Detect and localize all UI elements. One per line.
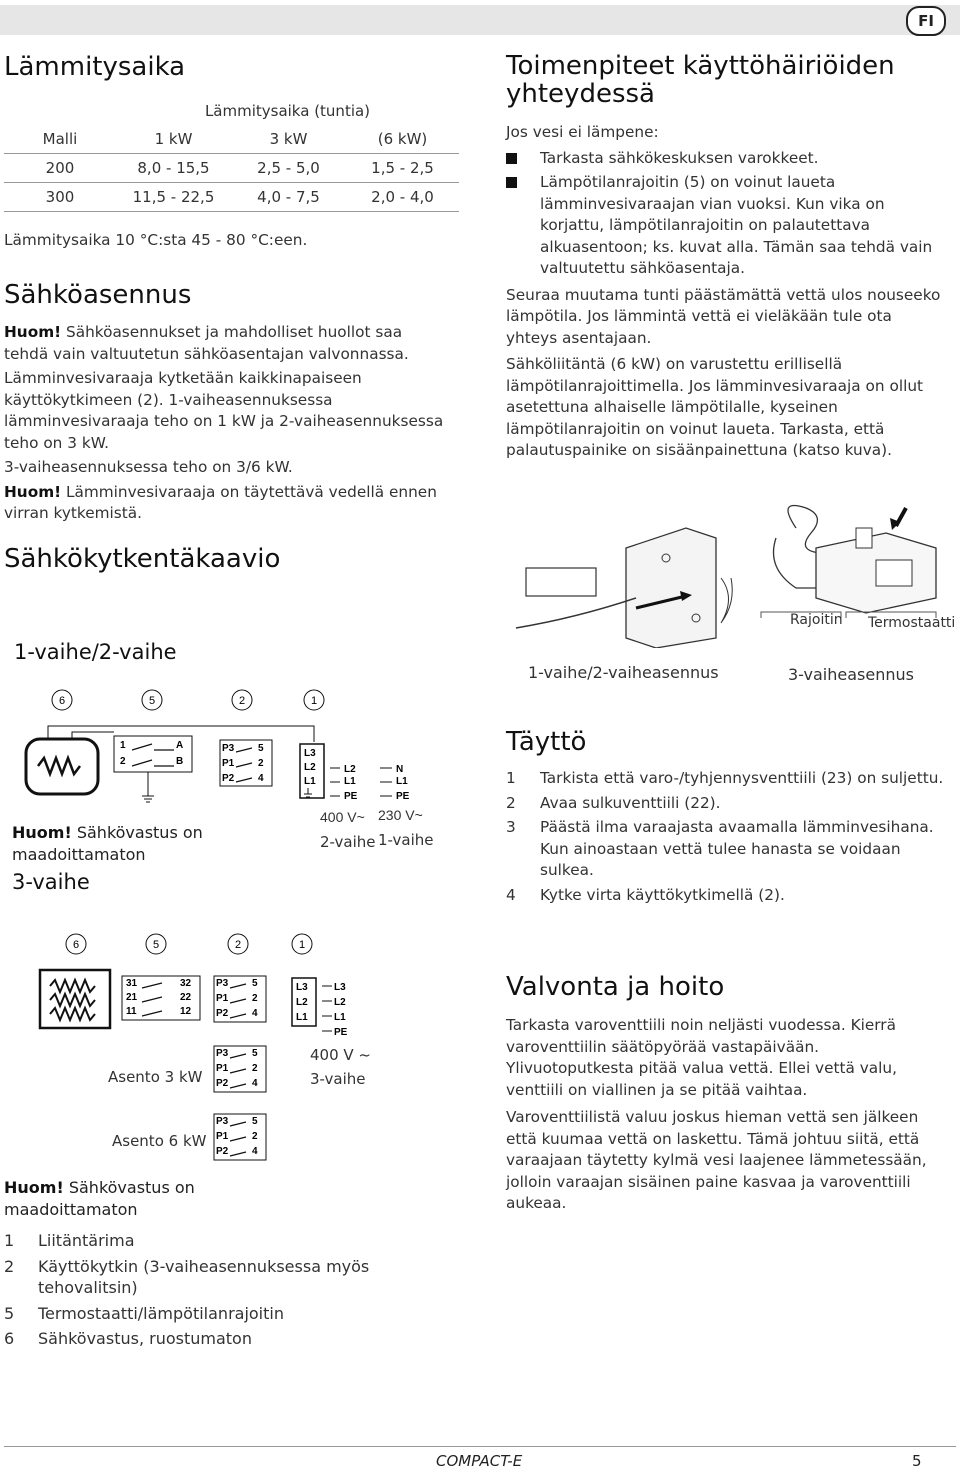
wiring-huom (12, 822, 212, 865)
bullet-item: Tarkasta sähkökeskuksen varokkeet. (506, 148, 946, 170)
callout-text: 1 (310, 695, 318, 707)
wiring-diagram-3phase (30, 928, 460, 1168)
callout-text: 5 (152, 939, 160, 951)
install-para: Lämminvesivaraaja kytketään kaikkinapaiseen käyttökytkimeen (2). 1-vaiheasennuksessa lämminvesivaraaja teho on 1 kW ja 2-vaiheasennuksessa teho on 3 kW. (4, 369, 444, 452)
trouble-para: Sähköliitäntä (6 kW) on varustettu erillisellä lämpötilanrajoittimella. Jos lämminvesivaraaja on ollut asetettuna alhaiselle lämpötilalle, kyseinen lämpötilanrajoitin on voinut laueta. Tarkasta, että palautuspainike on sisäänpainettuna (katso kuva). (506, 355, 924, 459)
terminal-label: L2 (344, 764, 356, 775)
install-para: Sähköasennukset ja mahdolliset huollot saa tehdä vain valtuutetun sähköasentajan valvonnassa. (4, 323, 409, 363)
footer-rule (4, 1446, 956, 1447)
maint-text (506, 1015, 946, 1215)
switch-label: P1 (222, 758, 235, 769)
huom-label: Huom! (4, 1178, 64, 1197)
table-cell: 8,0 - 15,5 (116, 154, 231, 183)
wiring-diagram-1phase (14, 684, 464, 834)
huom-text: Sähkövastus on maadoittamaton (12, 823, 203, 864)
switch-label: 32 (180, 978, 192, 989)
step-item: 4 Kytke virta käyttökytkimellä (2). (506, 885, 785, 904)
voltage-label: 400 V~ (320, 809, 365, 825)
step-item: 1 Tarkista että varo-/tyhjennysventtiili (23) on suljettu. (506, 769, 944, 787)
callout-text: 6 (58, 695, 66, 707)
maint-para: Varoventtiilistä valuu joskus hieman vettä sen jälkeen että kuumaa vettä on laskettu. Tämä johtuu siitä, että varaajaan täytetty kylmä vesi laajenee lämmetessään, jolloin varaajan sisäinen paine kasvaa ja varoventtiili aukeaa. (506, 1108, 927, 1212)
terminal-label: PE (334, 1027, 348, 1038)
table-cell: 300 (4, 183, 116, 212)
wiring-legend (4, 1230, 414, 1350)
terminal-label: L1 (304, 776, 316, 787)
huom-label: Huom! (4, 482, 62, 501)
callout-text: 2 (234, 939, 242, 951)
table-cell: 1,5 - 2,5 (346, 154, 459, 183)
header-bar (0, 5, 960, 35)
col-header: 3 kW (231, 125, 346, 154)
switch-label: 31 (126, 978, 138, 989)
switch-label: 4 (252, 1146, 258, 1157)
switch-label: P1 (216, 1131, 229, 1142)
switch-label: 2 (252, 1063, 258, 1074)
terminal-label: L3 (296, 982, 308, 993)
switch-label: P3 (216, 1116, 229, 1127)
terminal-label: L2 (304, 762, 316, 773)
fill-title: Täyttö (506, 727, 587, 757)
switch-label: B (176, 756, 184, 767)
switch-label: P3 (216, 1048, 229, 1059)
step-item: 3 Päästä ilma varaajasta avaamalla lämminvesihana. Kun ainoastaan vettä tulee hanasta se voidaan sulkea. (506, 818, 934, 879)
termostaatti-label: Termostaatti (868, 615, 956, 631)
position-label: Asento 3 kW (108, 1068, 203, 1086)
heating-note: Lämmitysaika 10 °C:sta 45 - 80 °C:een. (4, 231, 308, 249)
table-cell: 2,0 - 4,0 (346, 183, 459, 212)
thermostat-device-icon (774, 506, 937, 614)
switch-label: 5 (252, 1116, 258, 1127)
huom-text: Sähkövastus on maadoittamaton (4, 1178, 195, 1219)
wiring-sub-1: 1-vaihe/2-vaihe (14, 640, 177, 664)
heating-table (4, 97, 464, 212)
switch-label: 4 (258, 773, 264, 784)
switch-label: P2 (216, 1146, 229, 1157)
switch-label: P2 (216, 1078, 229, 1089)
fill-steps (506, 768, 946, 906)
voltage-label: 400 V ~ (310, 1046, 371, 1064)
switch-label: 4 (252, 1078, 258, 1089)
wiring-sub-2: 3-vaihe (12, 870, 90, 894)
phase-label: 3-vaihe (310, 1070, 366, 1088)
switch-label: 22 (180, 992, 192, 1003)
table-cell: 11,5 - 22,5 (116, 183, 231, 212)
switch-label: 5 (258, 743, 264, 754)
heating-title: Lämmitysaika (4, 52, 186, 82)
terminal-label: L1 (296, 1012, 308, 1023)
callout-text: 6 (72, 939, 80, 951)
terminal-label: L1 (396, 776, 408, 787)
switch-label: 21 (126, 992, 138, 1003)
step-item: 2 Avaa sulkuventtiili (22). (506, 793, 721, 812)
footer-product: COMPACT-E (436, 1452, 523, 1470)
huom-label: Huom! (12, 823, 72, 842)
terminal-label: PE (344, 791, 358, 802)
switch-label: 5 (252, 978, 258, 989)
table-cell: 4,0 - 7,5 (231, 183, 346, 212)
col-header: (6 kW) (346, 125, 459, 154)
heating-element-icon (26, 739, 98, 794)
col-header: Malli (4, 125, 116, 154)
trouble-para: Seuraa muutama tunti päästämättä vettä ulos nouseeko lämpötila. Jos lämmintä vettä ei vieläkään tule ota yhteys asentajaan. (506, 285, 941, 347)
trouble-intro: Jos vesi ei lämpene: (506, 123, 659, 141)
switch-label: P1 (216, 993, 229, 1004)
terminal-label: L2 (334, 997, 346, 1008)
switch-label: 2 (258, 758, 264, 769)
install-para: 3-vaiheasennuksessa teho on 3/6 kW. (4, 458, 293, 476)
switch-label: A (176, 740, 184, 751)
install-text (4, 322, 444, 525)
switch-label: P1 (216, 1063, 229, 1074)
switch-label: P3 (222, 743, 235, 754)
switch-label: P3 (216, 978, 229, 989)
image-caption: 1-vaihe/2-vaiheasennus (528, 663, 719, 682)
phase-label: 2-vaihe (320, 833, 376, 851)
terminal-label: N (396, 764, 404, 775)
wiring-title: Sähkökytkentäkaavio (4, 544, 281, 574)
trouble-text (506, 122, 946, 462)
switch-label: 12 (180, 1006, 192, 1017)
bullet-item: Lämpötilanrajoitin (5) on voinut laueta lämminvesivaraajan vian vuoksi. Kun vika on korjattu, lämpötilanrajoitin on palautettava alkuasentoon; ks. kuvat alla. Tämän saa tehdä vain valtuutettu sähköasentaja. (506, 172, 946, 280)
maint-title: Valvonta ja hoito (506, 972, 725, 1002)
voltage-label: 230 V~ (378, 807, 423, 823)
col-header: 1 kW (116, 125, 231, 154)
position-label: Asento 6 kW (112, 1132, 207, 1150)
switch-label: P2 (216, 1008, 229, 1019)
limiter-device-icon (516, 528, 732, 648)
table-cell: 2,5 - 5,0 (231, 154, 346, 183)
switch-label: 4 (252, 1008, 258, 1019)
switch-label: 1 (120, 740, 126, 751)
wiring-huom-2 (4, 1177, 214, 1220)
legend-item: 2 Käyttökytkin (3-vaiheasennuksessa myös tehovalitsin) (4, 1256, 370, 1297)
trouble-title: Toimenpiteet käyttöhäiriöiden yhteydessä (506, 51, 895, 109)
callout-text: 2 (238, 695, 246, 707)
callout-text: 5 (148, 695, 156, 707)
terminal-label: L1 (344, 776, 356, 787)
switch-label: 2 (252, 1131, 258, 1142)
install-title: Sähköasennus (4, 280, 192, 310)
legend-item: 6 Sähkövastus, ruostumaton (4, 1329, 252, 1348)
page-number: 5 (912, 1452, 922, 1470)
terminal-label: L3 (304, 748, 316, 759)
rajoitin-label: Rajoitin (790, 612, 843, 628)
switch-label: P2 (222, 773, 235, 784)
table-caption: Lämmitysaika (tuntia) (204, 102, 371, 120)
switch-label: 11 (126, 1006, 137, 1017)
legend-item: 5 Termostaatti/lämpötilanrajoitin (4, 1303, 284, 1323)
terminal-label: L1 (334, 1012, 346, 1023)
phase-label: 1-vaihe (378, 831, 434, 849)
huom-label: Huom! (4, 323, 62, 341)
image-caption: 3-vaiheasennus (788, 665, 914, 684)
terminal-label: L3 (334, 982, 346, 993)
legend-item: 1 Liitäntärima (4, 1231, 135, 1250)
maint-para: Tarkasta varoventtiili noin neljästi vuodessa. Kierrä varoventtiilin säätöpyörää vastapäivään. Ylivuotoputkesta pitää valua vettä. Ellei vettä valu, venttiili on viallinen ja se pitää vaihtaa. (506, 1016, 897, 1099)
terminal-label: L2 (296, 997, 308, 1008)
language-badge: FI (906, 6, 946, 36)
switch-label: 2 (120, 756, 126, 767)
switch-label: 2 (252, 993, 258, 1004)
callout-text: 1 (298, 939, 306, 951)
install-para: Lämminvesivaraaja on täytettävä vedellä ennen virran kytkemistä. (4, 482, 437, 522)
terminal-label: PE (396, 791, 410, 802)
switch-label: 5 (252, 1048, 258, 1059)
table-cell: 200 (4, 154, 116, 183)
